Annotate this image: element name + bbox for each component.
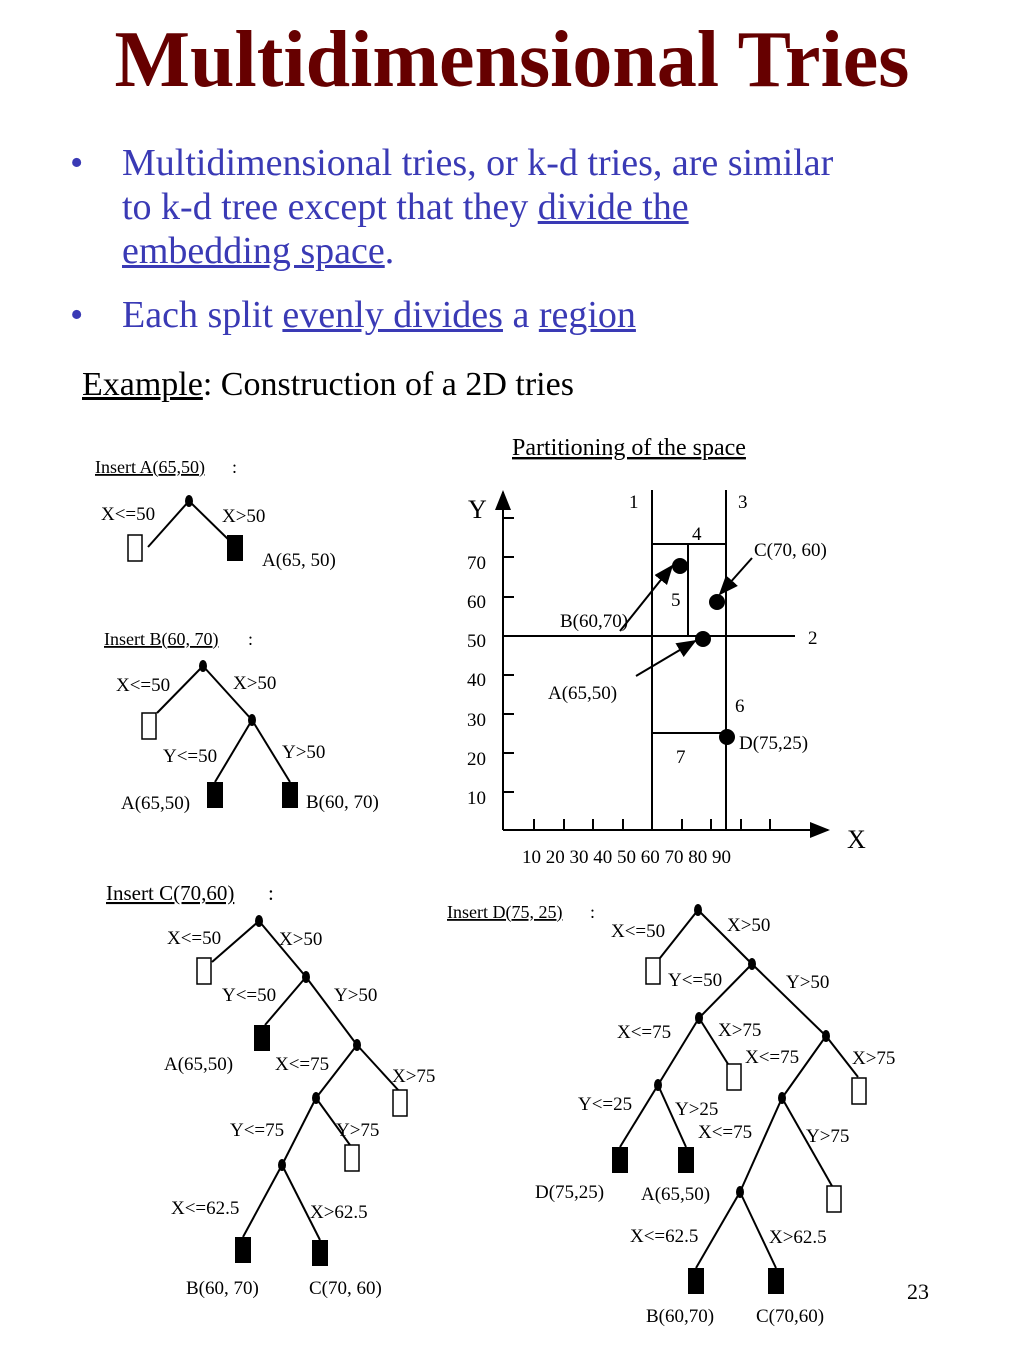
tree4-node [778, 1092, 786, 1104]
point-a [695, 631, 711, 647]
slide-title: Multidimensional Tries [114, 16, 910, 104]
bullet-1-line-2-text: to k-d tree except that they [122, 186, 538, 228]
point-a-label: A(65,50) [548, 683, 618, 704]
tree4-leaf-label: D(75,25) [535, 1182, 605, 1203]
tree4-edge-label: X>50 [727, 915, 771, 936]
tree4-edge-label: X<=62.5 [630, 1226, 699, 1247]
point-d-label: D(75,25) [739, 733, 809, 754]
arrow-to-a [636, 641, 695, 676]
tree2-leaf-label: B(60, 70) [306, 792, 379, 813]
tree-insert-c [106, 881, 435, 1299]
tree3-heading-colon: : [268, 881, 274, 905]
tree1-heading-colon: : [232, 457, 238, 477]
bullet-2-pre: Each split [122, 294, 283, 336]
tree1-heading: Insert A(65,50) [95, 457, 205, 477]
x-tick-labels: 10 20 30 40 50 60 70 80 90 [522, 847, 731, 868]
example-text: : Construction of a 2D tries [202, 366, 574, 403]
tree4-heading-colon: : [590, 902, 596, 922]
tree-insert-a [95, 457, 336, 571]
point-c-label: C(70, 60) [754, 540, 827, 561]
point-d [719, 729, 735, 745]
tree2-leaf-a [207, 782, 223, 808]
tree2-edge-label: X<=50 [116, 675, 171, 696]
page-number: 23 [907, 1279, 929, 1304]
tree4-edge [660, 910, 698, 958]
tree3-node [302, 971, 310, 983]
region-label: 6 [735, 696, 745, 717]
tree4-leaf-label: B(60,70) [646, 1306, 715, 1327]
tree3-edge-label: X<=75 [275, 1054, 330, 1075]
tree-insert-b [104, 629, 379, 814]
y-tick-label: 20 [467, 749, 486, 770]
point-b-label: B(60,70) [560, 611, 629, 632]
tree1-root-node [185, 495, 193, 507]
tree2-root-node [199, 660, 207, 672]
partition-title: Partitioning of the space [512, 435, 746, 461]
tree2-edge-label: Y>50 [282, 742, 326, 763]
tree1-edge-label: X<=50 [101, 504, 156, 525]
bullet-1-period: . [384, 230, 395, 272]
y-axis-label: Y [468, 495, 487, 524]
tree1-empty-leaf [128, 535, 142, 561]
tree2-node [248, 714, 256, 726]
tree3-edge [282, 1098, 316, 1165]
y-tick-label: 50 [467, 631, 486, 652]
tree4-leaf-label: A(65,50) [641, 1184, 711, 1205]
tree2-edge [215, 720, 252, 782]
tree4-edge-label: X<=50 [611, 921, 666, 942]
tree4-heading: Insert D(75, 25) [447, 902, 563, 922]
bullet-dot: • [70, 142, 84, 184]
tree2-leaf-label: A(65,50) [121, 793, 191, 814]
y-tick-label: 30 [467, 710, 486, 731]
tree4-edge-label: X<=75 [745, 1047, 800, 1068]
bullet-1-embedding-link: embedding space [122, 230, 385, 272]
tree4-node [654, 1079, 662, 1091]
tree3-empty-leaf [345, 1145, 359, 1171]
region-label: 4 [692, 524, 702, 545]
tree3-node [353, 1039, 361, 1051]
tree4-root-node [694, 904, 702, 916]
bullet-2-evenly-link: evenly divides [282, 294, 503, 336]
tree3-edge-label: Y<=50 [222, 985, 277, 1006]
point-b [672, 558, 688, 574]
tree2-leaf-b [282, 782, 298, 808]
point-c [709, 594, 725, 610]
tree4-edge-label: Y>25 [675, 1099, 719, 1120]
tree3-edge-label: Y<=75 [230, 1120, 285, 1141]
tree4-leaf-d [612, 1147, 628, 1173]
tree4-edge [740, 1098, 782, 1192]
tree3-leaf-a [254, 1025, 270, 1051]
space-partition-plot [467, 435, 866, 868]
tree3-heading: Insert C(70,60) [106, 881, 235, 905]
tree4-empty-leaf [827, 1186, 841, 1212]
tree4-edge-label: Y<=50 [668, 970, 723, 991]
tree4-empty-leaf [852, 1078, 866, 1104]
tree3-leaf-c [312, 1240, 328, 1266]
tree1-leaf-label: A(65, 50) [262, 550, 336, 571]
y-tick-label: 70 [467, 553, 486, 574]
tree4-leaf-label: C(70,60) [756, 1306, 825, 1327]
tree3-leaf-b [235, 1237, 251, 1263]
tree4-empty-leaf [727, 1064, 741, 1090]
arrow-to-c [720, 558, 752, 594]
tree3-root-node [255, 915, 263, 927]
tree4-edge-label: X>75 [852, 1048, 896, 1069]
bullet-1-line-1: Multidimensional tries, or k-d tries, are similar [122, 142, 834, 184]
tree4-leaf-c [768, 1268, 784, 1294]
tree3-node [312, 1092, 320, 1104]
region-label: 3 [738, 492, 748, 513]
tree1-leaf-a [227, 535, 243, 561]
tree4-edge-label: X>62.5 [769, 1227, 827, 1248]
tree3-edge-label: X>62.5 [310, 1202, 368, 1223]
tree4-edge-label: Y>50 [786, 972, 830, 993]
tree3-edge-label: Y>50 [334, 985, 378, 1006]
tree3-empty-leaf [393, 1090, 407, 1116]
tree2-edge-label: Y<=50 [163, 746, 218, 767]
tree3-node [278, 1159, 286, 1171]
tree4-node [748, 958, 756, 970]
tree3-leaf-label: B(60, 70) [186, 1278, 259, 1299]
tree4-empty-leaf [646, 958, 660, 984]
tree2-heading: Insert B(60, 70) [104, 629, 219, 649]
tree3-edge-label: X>50 [279, 929, 323, 950]
tree4-edge-label: X<=75 [617, 1022, 672, 1043]
tree2-empty-leaf [142, 713, 156, 739]
tree2-edge-label: X>50 [233, 673, 277, 694]
y-tick-label: 40 [467, 670, 486, 691]
tree4-edge-label: Y>75 [806, 1126, 850, 1147]
region-label: 2 [808, 628, 818, 649]
tree3-edge [243, 1165, 282, 1237]
y-tick-label: 10 [467, 788, 486, 809]
tree4-edge-label: X>75 [718, 1020, 762, 1041]
example-label: Example [82, 366, 203, 403]
tree3-edge-label: Y>75 [336, 1120, 380, 1141]
tree-insert-d [447, 902, 895, 1327]
tree3-edge-label: X>75 [392, 1066, 436, 1087]
tree4-edge-label: X<=75 [698, 1122, 753, 1143]
tree3-edge-label: X<=62.5 [171, 1198, 240, 1219]
bullet-dot: • [70, 294, 84, 336]
tree4-node [736, 1186, 744, 1198]
region-label: 5 [671, 590, 681, 611]
x-axis-label: X [847, 825, 866, 854]
tree3-edge-label: X<=50 [167, 928, 222, 949]
region-label: 1 [629, 492, 639, 513]
y-tick-label: 60 [467, 592, 486, 613]
tree4-edge-label: Y<=25 [578, 1094, 633, 1115]
tree4-node [695, 1012, 703, 1024]
tree2-heading-colon: : [248, 629, 254, 649]
tree1-edge-label: X>50 [222, 506, 266, 527]
bullet-1-divide-link: divide the [537, 186, 689, 228]
tree3-leaf-label: A(65,50) [164, 1054, 234, 1075]
region-label: 7 [676, 747, 686, 768]
tree4-leaf-a [678, 1147, 694, 1173]
bullet-2-mid: a [502, 294, 539, 336]
tree4-leaf-b [688, 1268, 704, 1294]
tree3-leaf-label: C(70, 60) [309, 1278, 382, 1299]
tree4-node [822, 1030, 830, 1042]
bullet-2-region-link: region [538, 294, 636, 336]
tree3-empty-leaf [197, 958, 211, 984]
